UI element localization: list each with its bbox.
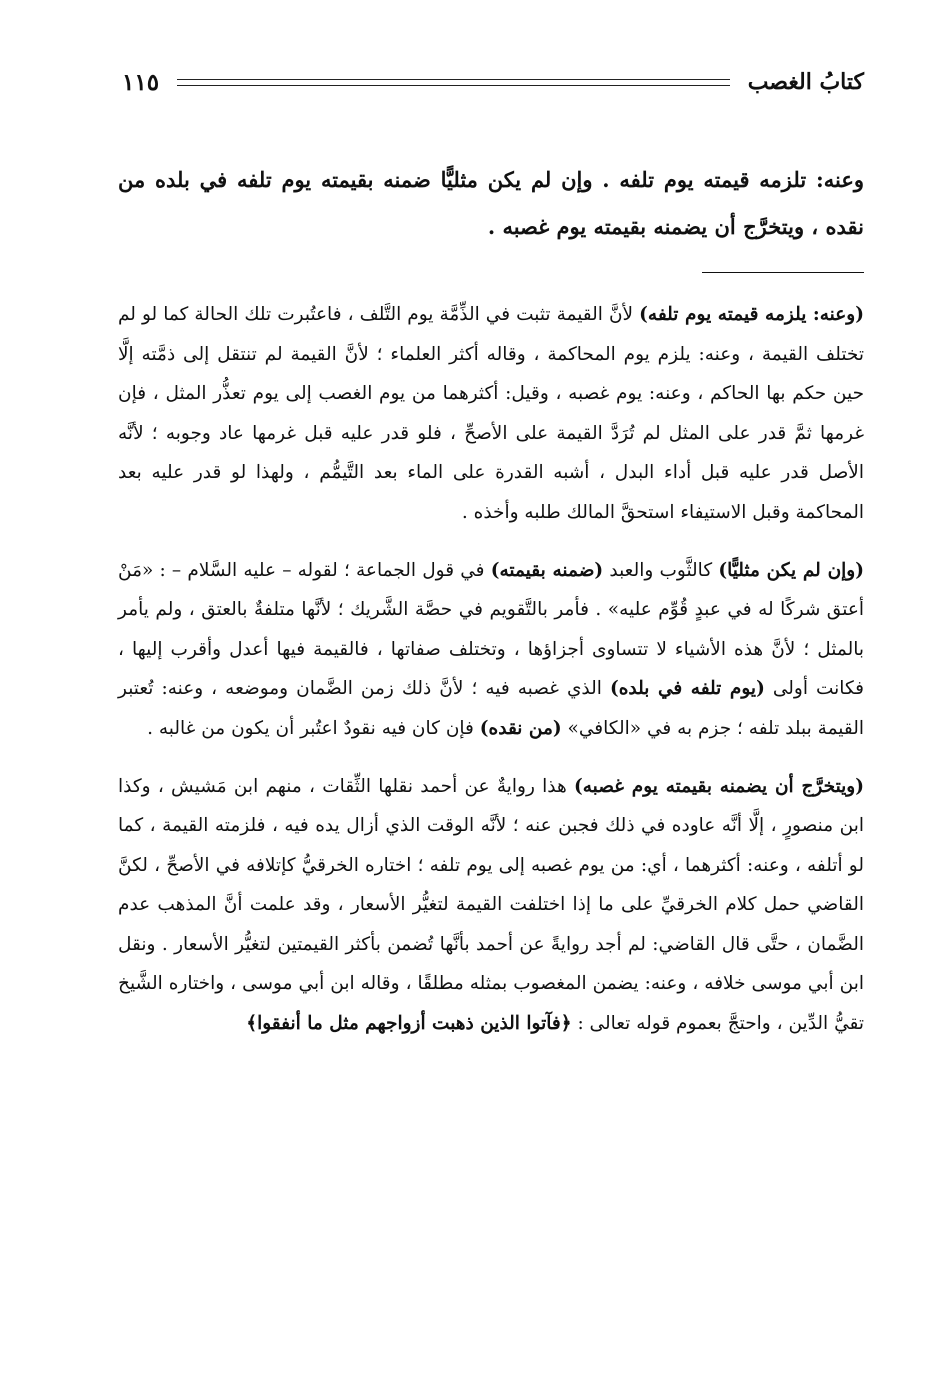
sharh-text: هذا روايةٌ عن أحمد نقلها الثِّقات ، منهم ابن مَشيش ، وكذا ابن منصورٍ ، إلَّا أنَّه عاوده في ذلك فجبن عنه ؛ لأنَّه الوقت الذي أزال يده فيه ، فلزمته القيمة ، كما لو أتلفه ، وعنه: أكثرهما ، أي: من يوم غصبه إلى يوم تلفه ؛ اختاره الخرقيُّ كإتلافه في الأصحِّ ، لكنَّ القاضي حمل كلام الخرقيِّ على ما إذا اختلفت القيمة لتغيُّر الأسعار ، وقد علمت أنَّ المذهب عدم الضَّمان ، حتَّى قال القاضي: لم أجد روايةً عن أحمد بأنَّها تُضمن بأكثر القيمتين لتغيُّر الأسعار . ونقل ابن أبي موسى خلافه ، وعنه: يضمن المغصوب بمثله مطلقًا ، وقاله ابن أبي موسى ، واختاره الشَّيخ تقيُّ الدِّين ، واحتجَّ بعموم قوله تعالى : — [118, 775, 864, 1034]
sharh-text: الذي غصبه فيه ؛ لأنَّ ذلك زمن الضَّمان وموضعه ، وعنه: تُعتبر القيمة ببلد تلفه ؛ جزم به في «الكافي» — [118, 678, 864, 739]
matn-quote: (يوم تلفه في بلده) — [609, 678, 765, 699]
running-header — [118, 60, 864, 104]
sharh-text: كالثَّوب والعبد — [603, 559, 719, 581]
sharh-paragraph-2 — [118, 551, 864, 749]
sharh-paragraph-3 — [118, 767, 864, 1044]
quran-verse: ﴿فآتوا الذين ذهبت أزواجهم مثل ما أنفقوا﴾ — [246, 1012, 572, 1034]
sharh-text: لأنَّ القيمة تثبت في الذِّمَّة يوم التَّلف ، فاعتُبرت تلك الحالة كما لو لم تختلف القيمة ، وعنه: يلزم يوم المحاكمة ، وقاله أكثر العلماء ؛ لأنَّ القيمة لم تنتقل إلى ذمَّته إلَّا حين حكم بها الحاكم ، وعنه: يوم غصبه ، وقيل: أكثرهما من يوم الغصب إلى يوم تعذُّر المثل ، فإن غرمها ثمَّ قدر على المثل لم تُرَدَّ القيمة على الأصحِّ ، فلو قدر عليه قبل غرمها عاد وجوبه ؛ لأنَّه الأصل قدر عليه قبل أداء البدل ، أشبه القدرة على الماء بعد التَّيمُّم ، ولهذا لو قدر عليه بعد المحاكمة وقبل الاستيفاء استحقَّ المالك طلبه وأخذه . — [118, 304, 864, 523]
matn-quote: (من نقده) — [479, 717, 562, 739]
page — [118, 60, 864, 1062]
sharh-text: في قول الجماعة ؛ لقوله – عليه السَّلام – : «مَنْ أعتق شركًا له في عبدٍ قُوِّم عليه» . فأمر بالتَّقويم في حصَّة الشَّريك ؛ لأنَّها متلفةٌ بالعتق ، ولم يأمر بالمثل ؛ لأنَّ هذه الأشياء لا تتساوى أجزاؤها ، وتختلف صفاتها ، فالقيمة فيها أعدل وأقرب إليها ، فكانت أولى — [118, 559, 864, 699]
separator-rule — [702, 272, 864, 273]
matn-quote: (ضمنه بقيمته) — [490, 559, 604, 581]
sharh-text: فإن كان فيه نقودٌ اعتُبر أن يكون من غالبه . — [147, 717, 480, 739]
matn-quote: (ويتخرَّج أن يضمنه بقيمته يوم غصبه) — [573, 775, 864, 797]
book-title: كتابُ الغصب — [747, 69, 864, 95]
matn-quote: (وإن لم يكن مثليًّا) — [718, 559, 864, 581]
header-rule — [177, 79, 730, 86]
matn-quote: (وعنه: يلزمه قيمته يوم تلفه) — [639, 304, 864, 325]
page-number: ١١٥ — [122, 68, 160, 96]
sharh-paragraph-1 — [118, 295, 864, 532]
matn-text: وعنه: تلزمه قيمته يوم تلفه . وإن لم يكن مثليًّا ضمنه بقيمته يوم تلفه في بلده من نقده ، ويتخرَّج أن يضمنه بقيمته يوم غصبه . — [118, 167, 864, 239]
